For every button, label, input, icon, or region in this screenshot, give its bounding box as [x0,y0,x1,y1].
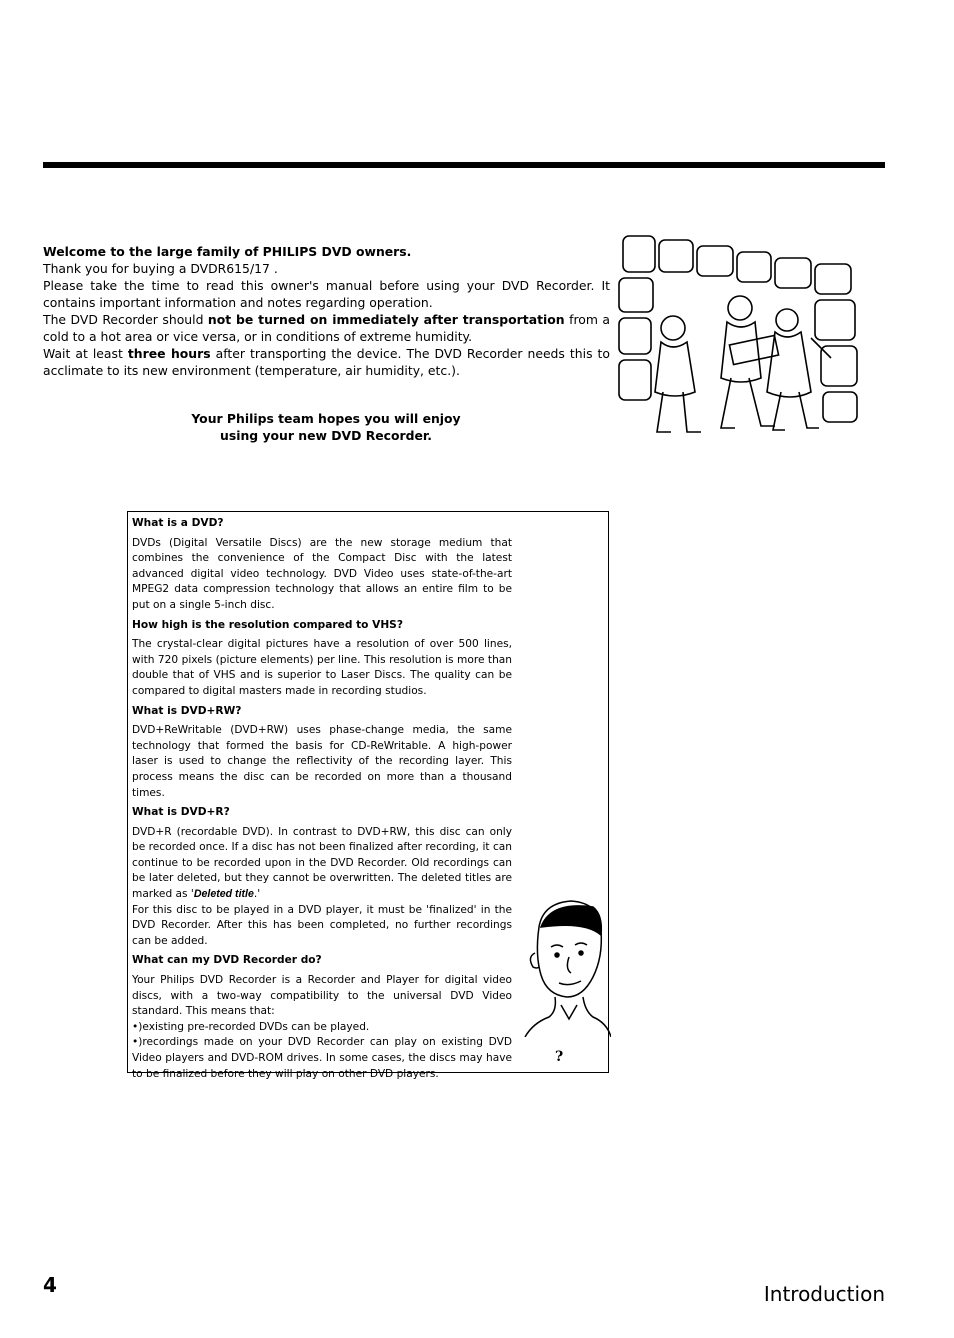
faq-question-dvd: What is a DVD? [132,517,224,529]
faq-bullet-compat: •)recordings made on your DVD Recorder can play on existing DVD Video players and DVD-ROM drives. In some cases, the discs may have to be finalized before they will play on other DVD players. [132,1036,512,1080]
faq-answer-dvd-rw: DVD+ReWritable (DVD+RW) uses phase-change media, the same technology that formed the basis for CD-ReWritable. A high-power laser is used to change the reflectivity of the recording layer. This process means the disc can be recorded on more than a thousand times. [132,724,512,799]
faq-box [127,511,609,1080]
confused-man-illustration [521,897,611,1037]
welcome-heading: Welcome to the large family of PHILIPS DVD owners. [43,244,412,259]
faq-answer-resolution: The crystal-clear digital pictures have a resolution of over 500 lines, with 720 pixels (picture elements) per line. This resolution is more than double that of VHS and is superior to Laser Discs. The quality can be compared to digital masters made in recording studios. [132,638,512,697]
faq-question-dvd-r: What is DVD+R? [132,806,230,819]
faq-question-dvd-rw: What is DVD+RW? [132,704,242,717]
read-manual-text: Please take the time to read this owner's manual before using your DVD Recorder. It contains important information and notes regarding operation. [43,278,610,310]
thanks-text: Thank you for buying a DVDR615/17 . [43,261,278,276]
question-mark: ? [555,1049,564,1065]
transport-warning: The DVD Recorder should not be turned on immediately after transportation from a cold to a hot area or vice versa, or in conditions of extreme humidity. [43,312,611,344]
faq-question-capabilities: What can my DVD Recorder do? [132,954,322,967]
faq-question-resolution: How high is the resolution compared to VHS? [132,618,403,631]
faq-bullet-play: •)existing pre-recorded DVDs can be played. [132,1020,370,1033]
closing-message: Your Philips team hopes you will enjoy using your new DVD Recorder. [191,411,461,443]
section-title: Introduction [763,1282,885,1306]
faq-answer-capabilities: Your Philips DVD Recorder is a Recorder and Player for digital video discs, with a two-way compatibility to the universal DVD Video standard. This means that: [132,974,512,1018]
faq-answer-dvd-r-finalize: For this disc to be played in a DVD player, it must be 'finalized' in the DVD Recorder. After this has been completed, no further recordings can be added. [132,903,512,947]
people-with-tv-wall-illustration [615,228,863,448]
header-rule [43,162,885,168]
faq-answer-dvd: DVDs (Digital Versatile Discs) are the new storage medium that combines the convenience of the Compact Disc with the latest advanced digital video technology. DVD Video uses state-of-the-art MPEG2 data compression technology that allows an entire film to be put on a single 5-inch disc. [132,536,512,611]
page-number: 4 [43,1273,57,1297]
faq-text [132,516,512,1086]
wait-warning: Wait at least three hours after transporting the device. The DVD Recorder needs this to acclimate to its new environment (temperature, air humidity, etc.). [43,346,610,378]
intro-section [43,243,610,379]
faq-answer-dvd-r: DVD+R (recordable DVD). In contrast to DVD+RW, this disc can only be recorded once. If a disc has not been finalized after recording, it can continue to be recorded upon in the DVD Recorder. Old recordings can be later deleted, but they cannot be overwritten. The deleted titles are marked as 'Deleted title.' [132,825,512,901]
